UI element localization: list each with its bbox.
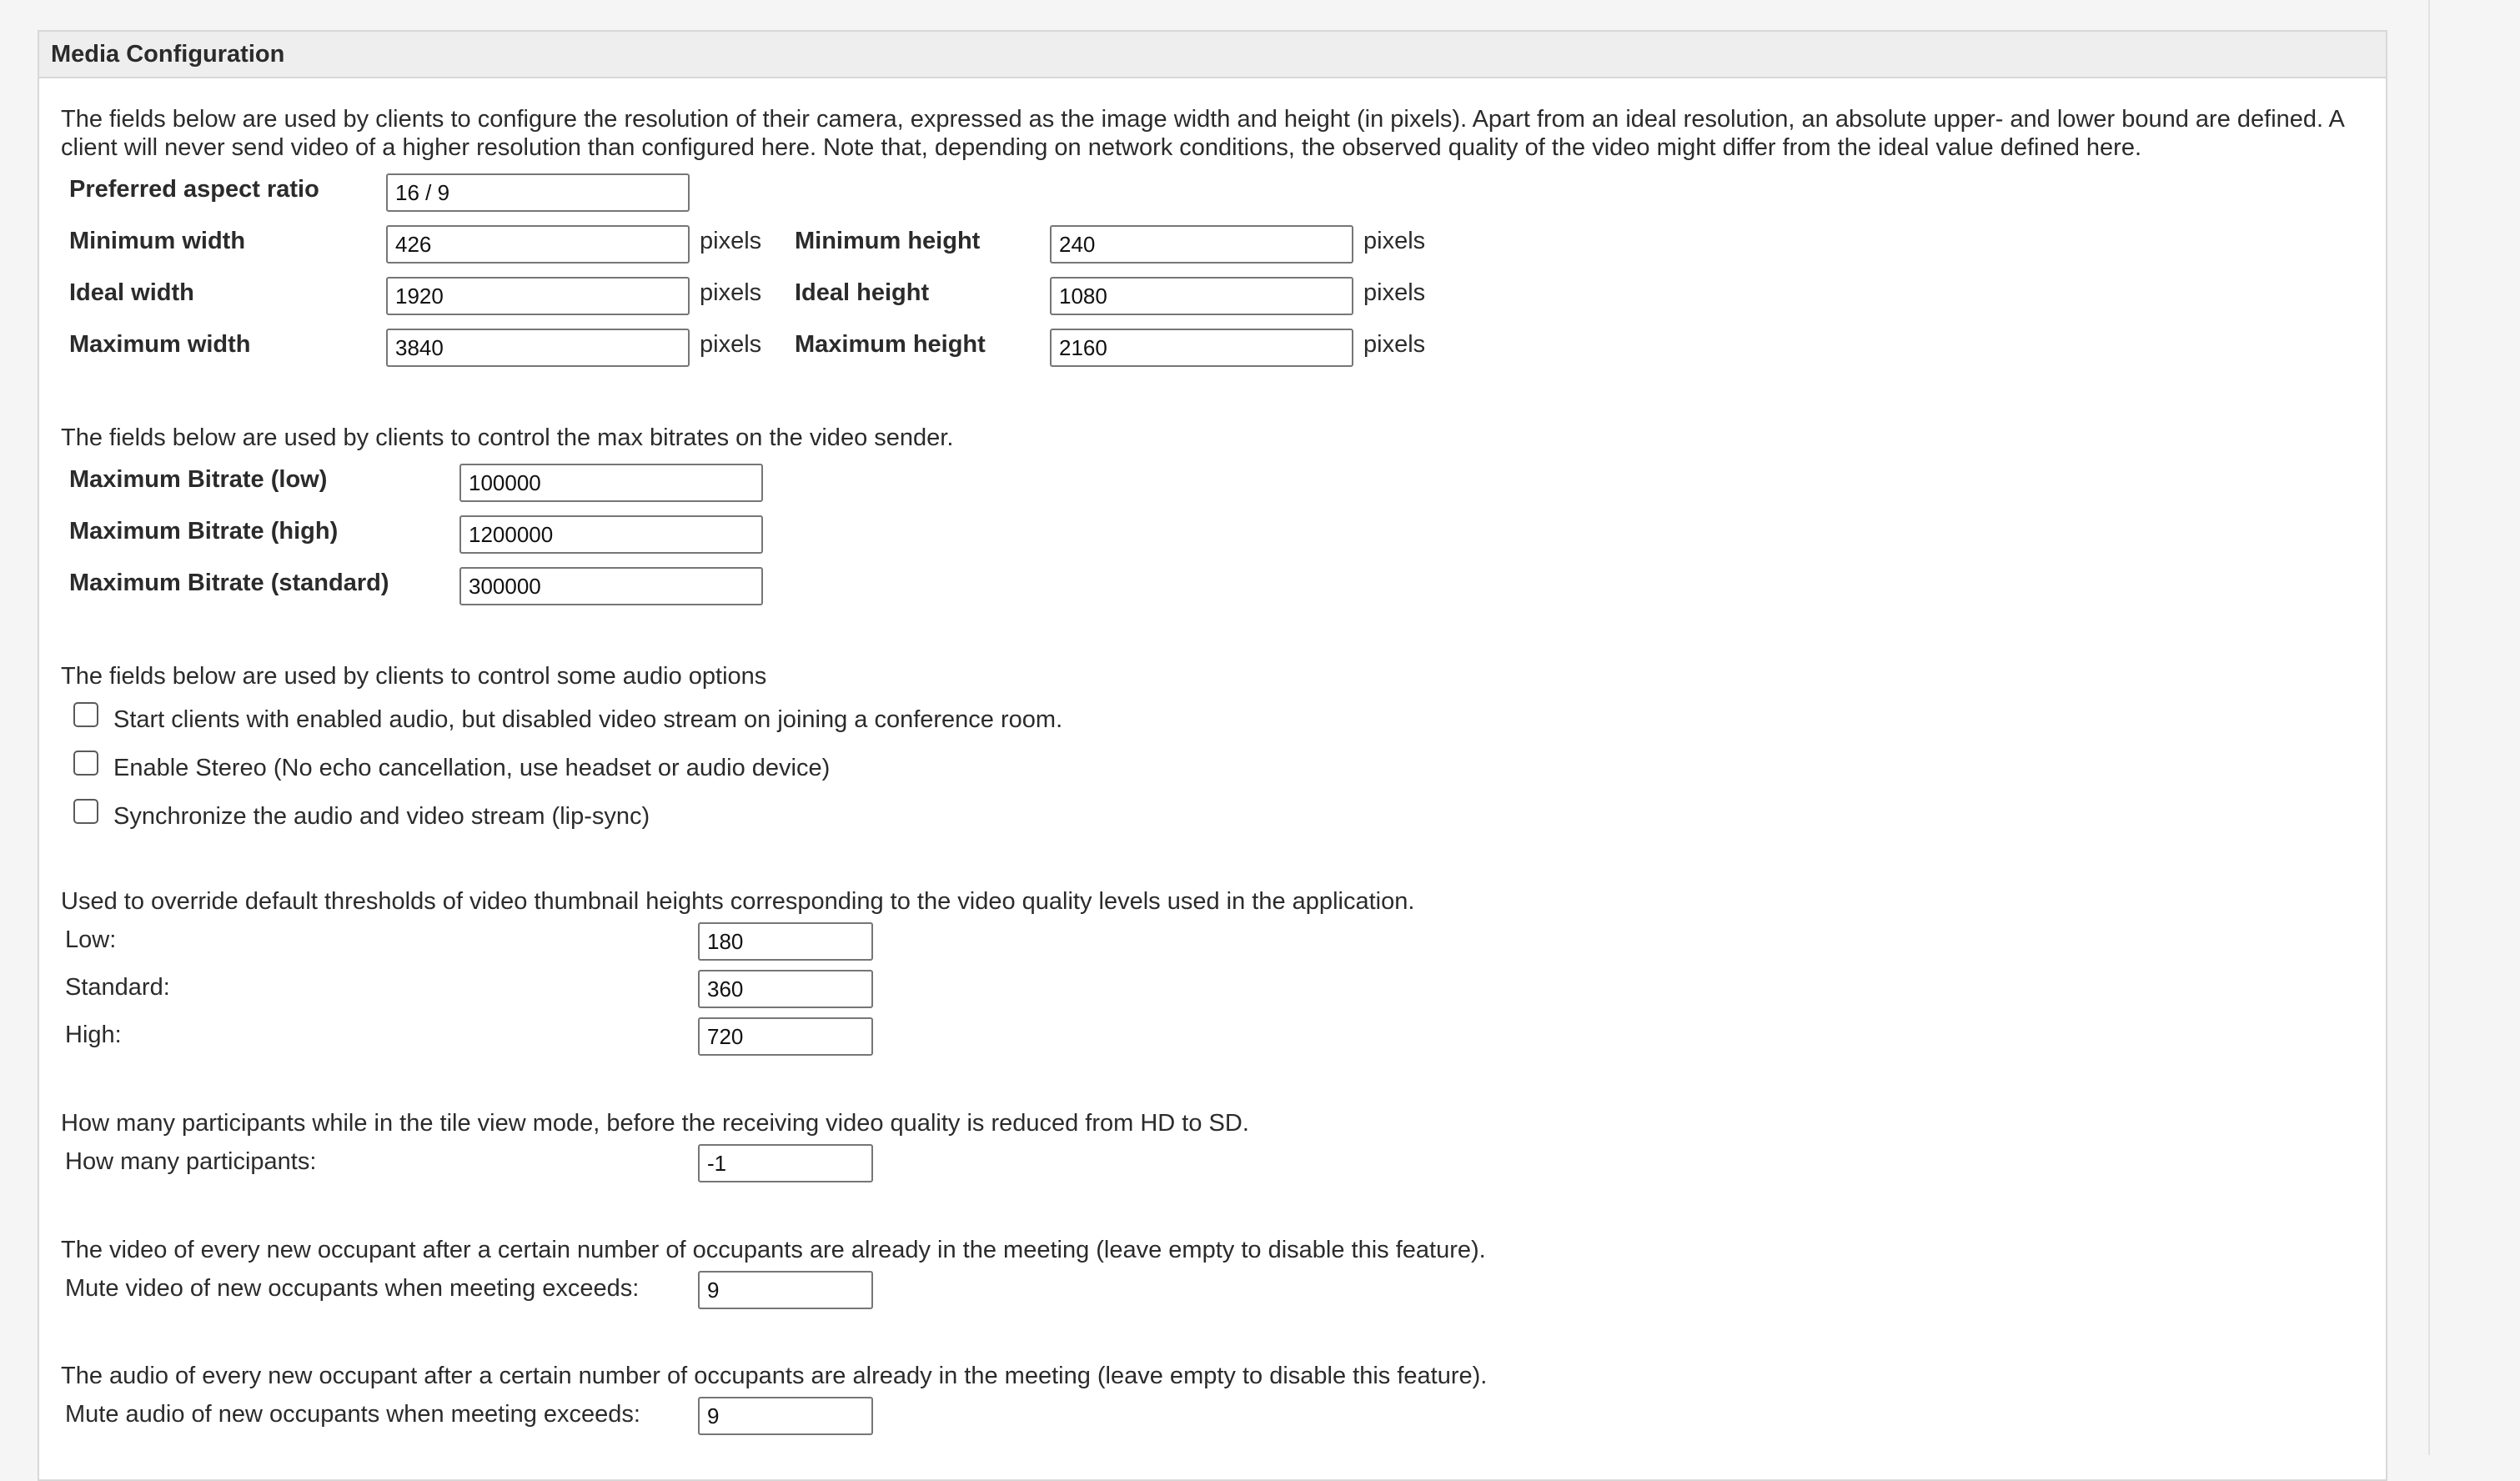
bitrate-high-input[interactable]: [459, 515, 763, 554]
tile-view-description: How many participants while in the tile view mode, before the receiving video quality is reduced from HD to SD.: [61, 1110, 1249, 1137]
enable-audio-disable-video-checkbox[interactable]: [73, 702, 98, 727]
enable-stereo-checkbox[interactable]: [73, 751, 98, 776]
resolution-description: The fields below are used by clients to configure the resolution of their camera, expressed as the image width and height (in pixels). Apart from an ideal resolution, an absolute upper- and lower bound are defined. A client will never send video of a higher resolution than configured here. Note that, depending on network conditions, the observed quality of the video might differ from the ideal value defined here.: [61, 106, 2344, 161]
bitrate-low-label: Maximum Bitrate (low): [69, 466, 328, 493]
max-width-label: Maximum width: [69, 331, 251, 358]
lip-sync-label: Synchronize the audio and video stream (lip-sync): [113, 803, 650, 830]
ideal-height-unit: pixels: [1363, 279, 1426, 306]
enable-audio-disable-video-label: Start clients with enabled audio, but disabled video stream on joining a conference room.: [113, 706, 1063, 733]
max-height-label: Maximum height: [795, 331, 986, 358]
mute-audio-label: Mute audio of new occupants when meeting exceeds:: [65, 1401, 640, 1428]
min-height-input[interactable]: [1050, 225, 1353, 264]
audio-description: The fields below are used by clients to control some audio options: [61, 663, 767, 690]
thumbnail-standard-input[interactable]: [698, 970, 873, 1008]
thumbnail-high-input[interactable]: [698, 1017, 873, 1056]
mute-video-description: The video of every new occupant after a certain number of occupants are already in the meeting (leave empty to disable this feature).: [61, 1237, 1486, 1263]
ideal-width-input[interactable]: [386, 277, 690, 315]
mute-audio-input[interactable]: [698, 1397, 873, 1435]
bitrate-standard-label: Maximum Bitrate (standard): [69, 570, 389, 596]
min-height-label: Minimum height: [795, 228, 981, 254]
aspect-ratio-input[interactable]: [386, 173, 690, 212]
mute-audio-description: The audio of every new occupant after a certain number of occupants are already in the meeting (leave empty to disable this feature).: [61, 1363, 1488, 1389]
thumbnail-low-input[interactable]: [698, 922, 873, 961]
ideal-height-label: Ideal height: [795, 279, 930, 306]
thumbnail-standard-label: Standard:: [65, 974, 170, 1001]
ideal-width-label: Ideal width: [69, 279, 194, 306]
bitrate-standard-input[interactable]: [459, 567, 763, 605]
scrollbar-divider: [2428, 0, 2430, 1455]
min-height-unit: pixels: [1363, 228, 1426, 254]
max-width-unit: pixels: [700, 331, 762, 358]
mute-video-input[interactable]: [698, 1271, 873, 1309]
thumbnail-high-label: High:: [65, 1022, 122, 1048]
tile-view-label: How many participants:: [65, 1148, 317, 1175]
mute-video-label: Mute video of new occupants when meeting exceeds:: [65, 1275, 640, 1302]
ideal-height-input[interactable]: [1050, 277, 1353, 315]
bitrate-low-input[interactable]: [459, 464, 763, 502]
min-width-unit: pixels: [700, 228, 762, 254]
max-width-input[interactable]: [386, 329, 690, 367]
thumbnail-low-label: Low:: [65, 926, 117, 953]
ideal-width-unit: pixels: [700, 279, 762, 306]
min-width-label: Minimum width: [69, 228, 246, 254]
thumbnails-description: Used to override default thresholds of video thumbnail heights corresponding to the video quality levels used in the application.: [61, 888, 1415, 915]
lip-sync-checkbox[interactable]: [73, 799, 98, 824]
min-width-input[interactable]: [386, 225, 690, 264]
max-height-input[interactable]: [1050, 329, 1353, 367]
media-configuration-panel: [38, 30, 2387, 1481]
bitrate-high-label: Maximum Bitrate (high): [69, 518, 339, 545]
bitrates-description: The fields below are used by clients to control the max bitrates on the video sender.: [61, 424, 954, 451]
tile-view-input[interactable]: [698, 1144, 873, 1182]
enable-stereo-label: Enable Stereo (No echo cancellation, use headset or audio device): [113, 755, 831, 781]
aspect-ratio-label: Preferred aspect ratio: [69, 176, 319, 203]
max-height-unit: pixels: [1363, 331, 1426, 358]
panel-title: Media Configuration: [39, 32, 2386, 78]
